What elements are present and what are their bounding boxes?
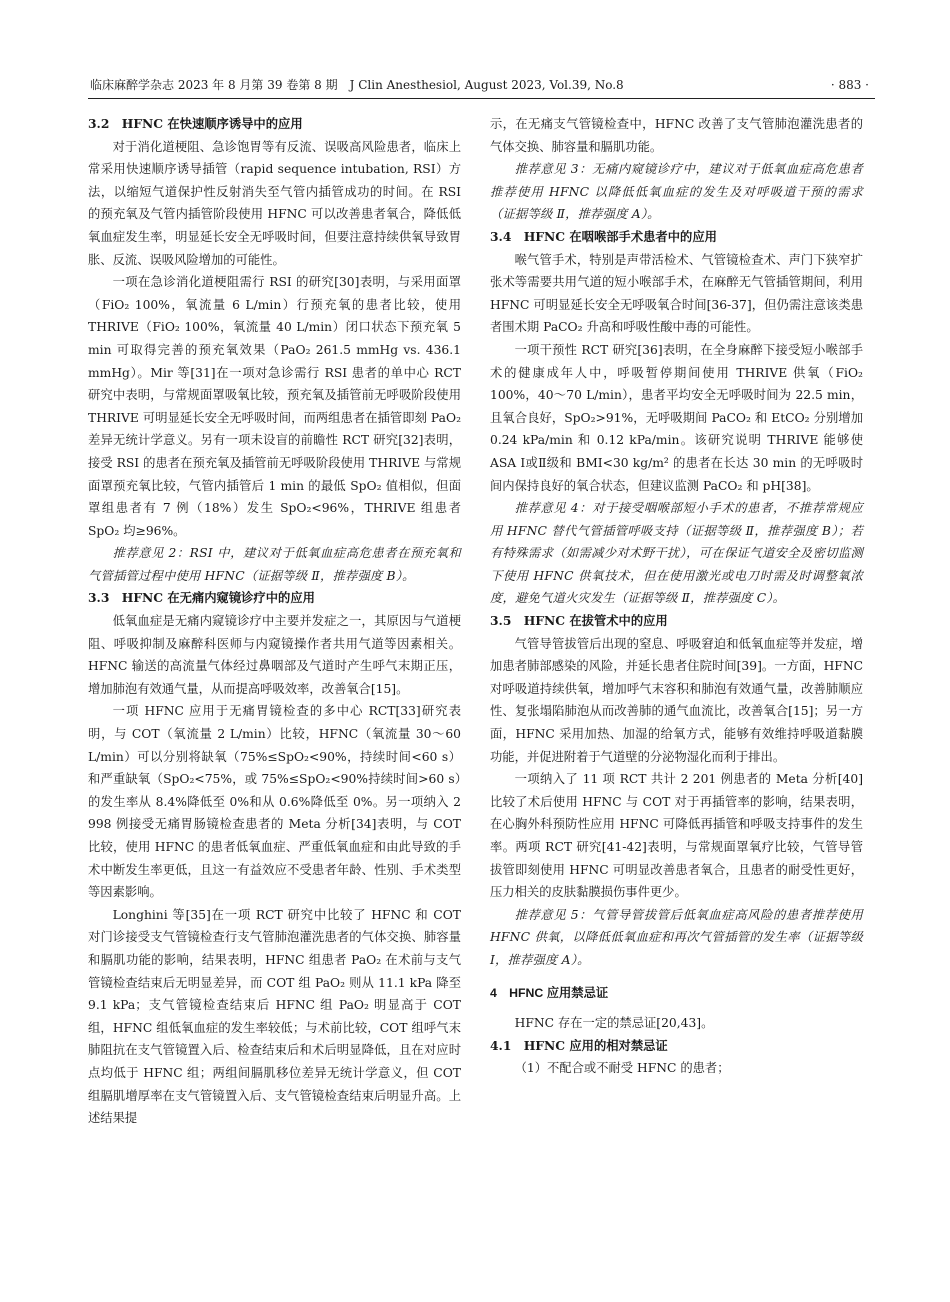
paragraph: （1）不配合或不耐受 HFNC 的患者； (514, 1061, 730, 1076)
left-column (88, 113, 461, 1130)
paragraph: Longhini 等[35]在一项 RCT 研究中比较了 HFNC 和 COT 对门诊接受支气管镜检查行支气管肺泡灌洗患者的气体交换、肺容量和膈肌功能的影响，结果表明，HFNC 组患者 PaO₂ 在术前与支气管镜检查结束后无明显差异，而 COT 组 PaO₂ 则从 11.1 kPa 降至 9.1 kPa；支气管镜检查结束后 HFNC 组 PaO₂ 明显高于 COT 组，HFNC 组低氧血症的发生率较低；与术前比较，COT 组呼气末肺阻抗在支气管镜置入后、检查结束后和术后明显降低，且在对应时点均低于 HFNC 组；两组间膈肌移位差异无统计学意义，但 COT 组膈肌增厚率在支气管镜置入后、支气管镜检查结束后明显升高。上述结果提 (88, 907, 461, 1126)
recommendation: 推荐意见 2：RSI 中，建议对于低氧血症高危患者在预充氧和气管插管过程中使用 HFNC（证据等级 Ⅱ，推荐强度 B）。 (88, 546, 461, 583)
paragraph: 一项在急诊消化道梗阻需行 RSI 的研究[30]表明，与采用面罩（FiO₂ 100%，氧流量 6 L/min）行预充氧的患者比较，使用 THRIVE（FiO₂ 100%，氧流量 40 L/min）闭口状态下预充氧 5 min 可取得完善的预充氧效果（PaO₂ 261.5 mmHg vs. 436.1 mmHg）。Mir 等[31]在一项对急诊需行 RSI 患者的单中心 RCT 研究中表明，与常规面罩吸氧比较，预充氧及插管前无呼吸阶段使用 THRIVE 可明显延长安全无呼吸时间，而两组患者在插管即刻 PaO₂ 差异无统计学意义。另有一项未设盲的前瞻性 RCT 研究[32]表明，接受 RSI 的患者在预充氧及插管前无呼吸阶段使用 THRIVE 与常规面罩预充氧比较，气管内插管后 1 min 的最低 SpO₂ 值相似，但面罩组患者有 7 例（18%）发生 SpO₂<96%，THRIVE 组患者 SpO₂ 均≥96%。 (88, 275, 461, 538)
paragraph: 对于消化道梗阻、急诊饱胃等有反流、误吸高风险患者，临床上常采用快速顺序诱导插管（rapid sequence intubation, RSI）方法，以缩短气道保护性反射消失至气管内插管成功的时间。在 RSI 的预充氧及气管内插管阶段使用 HFNC 可以改善患者氧合，降低低氧血症发生率，明显延长安全无呼吸时间，但要注意持续供氧导致胃胀、反流、误吸风险增加的可能性。 (88, 139, 461, 267)
subsection-heading: 4.1 HFNC 应用的相对禁忌证 (490, 1037, 668, 1053)
paragraph: 一项干预性 RCT 研究[36]表明，在全身麻醉下接受短小喉部手术的健康成年人中，呼吸暂停期间使用 THRIVE 供氧（FiO₂ 100%，40～70 L/min），患者平均安全无呼吸时间为 22.5 min，且氧合良好，SpO₂>91%，无呼吸期间 PaCO₂ 和 EtCO₂ 分别增加 0.24 kPa/min 和 0.12 kPa/min。该研究说明 THRIVE 能够使 ASA Ⅰ或Ⅱ级和 BMI<30 kg/m² 的患者在长达 30 min 的无呼吸时间内保持良好的氧合状态，但建议监测 PaCO₂ 和 pH[38]。 (490, 342, 863, 493)
paragraph: 低氧血症是无痛内窥镜诊疗中主要并发症之一，其原因与气道梗阻、呼吸抑制及麻醉科医师与内窥镜操作者共用气道等因素相关。HFNC 输送的高流量气体经过鼻咽部及气道时产生呼气末期正压，增加肺泡有效通气量，从而提高呼吸效率，改善氧合[15]。 (88, 614, 461, 696)
paragraph: 喉气管手术，特别是声带活检术、气管镜检查术、声门下狭窄扩张术等需要共用气道的短小喉部手术，在麻醉无气管插管期间，利用 HFNC 可明显延长安全无呼吸氧合时间[36-37]，但仍需注意该类患者围术期 PaCO₂ 升高和呼吸性酸中毒的可能性。 (490, 252, 863, 335)
subsection-heading: 3.3 HFNC 在无痛内窥镜诊疗中的应用 (88, 590, 315, 606)
paragraph: HFNC 存在一定的禁忌证[20,43]。 (514, 1016, 714, 1031)
paragraph: 一项 HFNC 应用于无痛胃镜检查的多中心 RCT[33]研究表明，与 COT（氧流量 2 L/min）比较，HFNC（氧流量 30～60 L/min）可以分别将缺氧（75%≤SpO₂<90%，持续时间<60 s）和严重缺氧（SpO₂<75%，或 75%≤SpO₂<90%持续时间>60 s）的发生率从 8.4%降低至 0%和从 0.6%降低至 0%。另一项纳入 2 998 例接受无痛胃肠镜检查患者的 Meta 分析[34]表明，与 COT 比较，使用 HFNC 的患者低氧血症、严重低氧血症和由此导致的手术中断发生率更低，且这一有益效应不受患者年龄、性别、手术类型等因素影响。 (88, 704, 461, 900)
subsection-heading: 3.5 HFNC 在拔管术中的应用 (490, 613, 668, 629)
recommendation: 推荐意见 3：无痛内窥镜诊疗中，建议对于低氧血症高危患者推荐使用 HFNC 以降低低氧血症的发生及对呼吸道干预的需求（证据等级 Ⅱ，推荐强度 A）。 (490, 162, 863, 222)
paragraph: 气管导管拔管后出现的窒息、呼吸窘迫和低氧血症等并发症，增加患者肺部感染的风险，并延长患者住院时间[39]。一方面，HFNC 对呼吸道持续供氧，增加呼气末容积和肺泡有效通气量，改善肺顺应性、复张塌陷肺泡从而改善肺的通气血流比，改善氧合[15]；另一方面，HFNC 采用加热、加湿的给氧方式，能够有效维持呼吸道黏膜功能，并促进附着于气道壁的分泌物湿化而利于排出。 (490, 636, 863, 764)
page-number: · 883 · (830, 78, 869, 92)
recommendation: 推荐意见 4：对于接受咽喉部短小手术的患者，不推荐常规应用 HFNC 替代气管插管呼吸支持（证据等级 Ⅱ，推荐强度 B）；若有特殊需求（如需减少对术野干扰），可在保证气道安全及密切监测下使用 HFNC 供氧技术，但在使用激光或电刀时需及时调整氧浓度，避免气道火灾发生（证据等级 Ⅱ，推荐强度 C）。 (490, 501, 863, 606)
paragraph-continued: 示，在无痛支气管镜检查中，HFNC 改善了支气管肺泡灌洗患者的气体交换、肺容量和膈肌功能。 (490, 117, 863, 154)
running-header (88, 76, 875, 99)
subsection-heading: 3.4 HFNC 在咽喉部手术患者中的应用 (490, 228, 717, 244)
paragraph: 一项纳入了 11 项 RCT 共计 2 201 例患者的 Meta 分析[40]比较了术后使用 HFNC 与 COT 对于再插管率的影响，结果表明，在心胸外科预防性应用 HFNC 可降低再插管和呼吸支持事件的发生率。两项 RCT 研究[41-42]表明，与常规面罩氧疗比较，气管导管拔管即刻使用 HFNC 可明显改善患者氧合，且患者的耐受性更好，压力相关的皮肤黏膜损伤事件更少。 (490, 772, 863, 900)
journal-citation: 临床麻醉学杂志 2023 年 8 月第 39 卷第 8 期 J Clin Anesthesiol, August 2023, Vol.39, No.8 (90, 78, 624, 92)
recommendation: 推荐意见 5：气管导管拔管后低氧血症高风险的患者推荐使用 HFNC 供氧，以降低低氧血症和再次气管插管的发生率（证据等级 Ⅰ，推荐强度 A）。 (490, 907, 863, 967)
section-heading: 4 HFNC 应用禁忌证 (490, 985, 609, 1000)
subsection-heading: 3.2 HFNC 在快速顺序诱导中的应用 (88, 116, 303, 131)
right-column (490, 113, 863, 1080)
